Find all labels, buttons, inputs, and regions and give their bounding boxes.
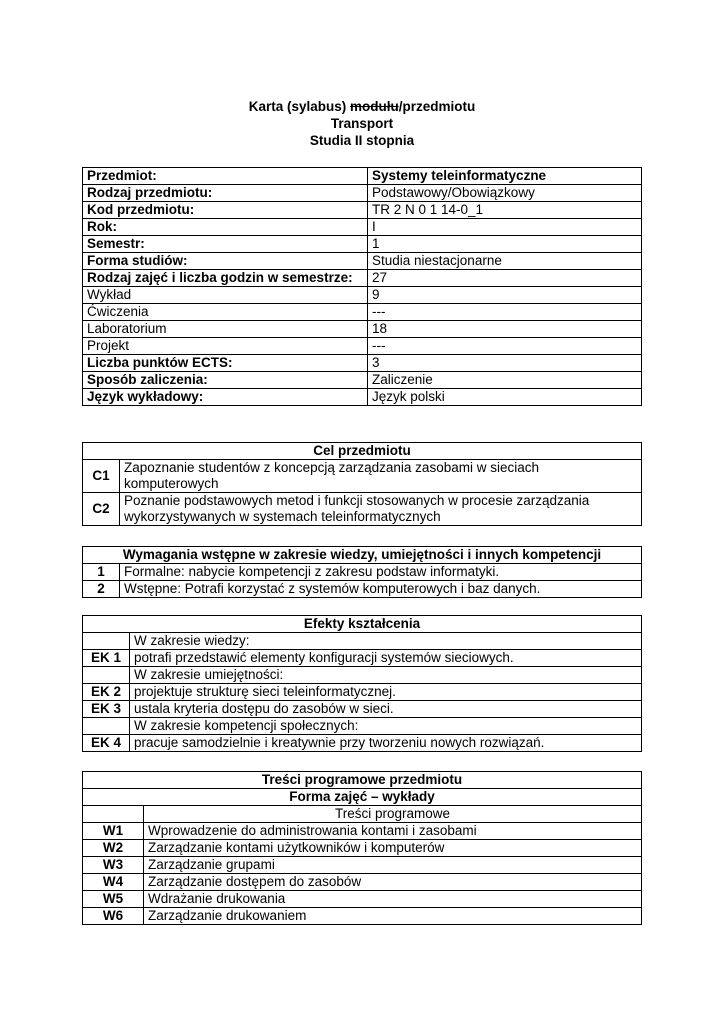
info-row	[83, 321, 642, 338]
info-value: 27	[368, 270, 642, 287]
content-row-id: W2	[83, 840, 144, 857]
content-empty-cell	[83, 806, 144, 823]
outcome-row-text: W zakresie umiejętności:	[130, 667, 642, 684]
title-strikethrough: modułu	[350, 99, 399, 114]
goal-row-text: Poznanie podstawowych metod i funkcji stosowanych w procesie zarządzania wykorzystywanych w systemach teleinformatycznych	[120, 493, 642, 526]
info-value: Zaliczenie	[368, 372, 642, 389]
program-content-table	[82, 771, 642, 925]
goals-heading: Cel przedmiotu	[83, 443, 642, 460]
outcome-row	[83, 701, 642, 718]
info-row	[83, 219, 642, 236]
content-row-text: Zarządzanie grupami	[144, 857, 642, 874]
content-row-id: W6	[83, 908, 144, 925]
content-subheading: Forma zajęć – wykłady	[83, 789, 642, 806]
title-line-3: Studia II stopnia	[309, 133, 415, 148]
info-row	[83, 372, 642, 389]
outcome-row-text: W zakresie wiedzy:	[130, 633, 642, 650]
outcome-row-id	[83, 667, 130, 684]
requirement-row-text: Formalne: nabycie kompetencji z zakresu podstaw informatyki.	[120, 564, 642, 581]
content-row-text: Wprowadzenie do administrowania kontami i zasobami	[144, 823, 642, 840]
requirement-row-id: 2	[83, 581, 120, 598]
outcome-row	[83, 735, 642, 752]
content-column-header: Treści programowe	[144, 806, 642, 823]
content-row-id: W5	[83, 891, 144, 908]
info-value: 3	[368, 355, 642, 372]
document-title	[0, 98, 724, 149]
content-row-id: W3	[83, 857, 144, 874]
requirement-row-text: Wstępne: Potrafi korzystać z systemów komputerowych i baz danych.	[120, 581, 642, 598]
title-line-2: Transport	[330, 116, 394, 131]
content-row-text: Zarządzanie drukowaniem	[144, 908, 642, 925]
outcome-row	[83, 633, 642, 650]
content-row	[83, 908, 642, 925]
outcome-row-text: potrafi przedstawić elementy konfiguracji systemów sieciowych.	[130, 650, 642, 667]
info-label: Rodzaj zajęć i liczba godzin w semestrze:	[83, 270, 368, 287]
outcome-row-id: EK 2	[83, 684, 130, 701]
learning-outcomes-table	[82, 615, 642, 752]
outcome-row-text: ustala kryteria dostępu do zasobów w sieci.	[130, 701, 642, 718]
info-value: Systemy teleinformatyczne	[368, 168, 642, 185]
info-value: I	[368, 219, 642, 236]
content-row	[83, 874, 642, 891]
info-value: ---	[368, 338, 642, 355]
info-row	[83, 287, 642, 304]
info-label: Semestr:	[83, 236, 368, 253]
outcome-row	[83, 650, 642, 667]
content-row-text: Zarządzanie dostępem do zasobów	[144, 874, 642, 891]
content-row-id: W4	[83, 874, 144, 891]
goal-row-id: C2	[83, 493, 120, 526]
requirement-row	[83, 564, 642, 581]
info-label: Wykład	[83, 287, 368, 304]
title-part-b: /przedmiotu	[398, 99, 476, 114]
info-row	[83, 355, 642, 372]
info-row	[83, 389, 642, 406]
info-label: Rok:	[83, 219, 368, 236]
outcome-row-id	[83, 718, 130, 735]
outcome-row-id: EK 3	[83, 701, 130, 718]
info-row	[83, 202, 642, 219]
info-label: Forma studiów:	[83, 253, 368, 270]
info-label: Sposób zaliczenia:	[83, 372, 368, 389]
info-value: Język polski	[368, 389, 642, 406]
course-info-table	[82, 167, 642, 406]
outcome-row-text: projektuje strukturę sieci teleinformatycznej.	[130, 684, 642, 701]
info-label: Język wykładowy:	[83, 389, 368, 406]
goal-row	[83, 493, 642, 526]
info-label: Laboratorium	[83, 321, 368, 338]
requirement-row	[83, 581, 642, 598]
title-part-a: Karta (sylabus)	[248, 99, 351, 114]
outcome-row-text: W zakresie kompetencji społecznych:	[130, 718, 642, 735]
requirements-heading: Wymagania wstępne w zakresie wiedzy, umiejętności i innych kompetencji	[83, 547, 642, 564]
info-value: Podstawowy/Obowiązkowy	[368, 185, 642, 202]
outcomes-heading: Efekty kształcenia	[83, 616, 642, 633]
outcome-row-id	[83, 633, 130, 650]
info-row	[83, 168, 642, 185]
goal-row-id: C1	[83, 460, 120, 493]
info-value: 1	[368, 236, 642, 253]
content-heading: Treści programowe przedmiotu	[83, 772, 642, 789]
info-label: Liczba punktów ECTS:	[83, 355, 368, 372]
info-value: TR 2 N 0 1 14-0_1	[368, 202, 642, 219]
requirements-table	[82, 546, 642, 598]
outcome-row	[83, 718, 642, 735]
info-value: 9	[368, 287, 642, 304]
content-row	[83, 891, 642, 908]
info-row	[83, 338, 642, 355]
info-value: Studia niestacjonarne	[368, 253, 642, 270]
info-value: ---	[368, 304, 642, 321]
outcome-row	[83, 684, 642, 701]
info-label: Kod przedmiotu:	[83, 202, 368, 219]
outcome-row-id: EK 1	[83, 650, 130, 667]
info-row	[83, 236, 642, 253]
goal-row-text: Zapoznanie studentów z koncepcją zarządzania zasobami w sieciach komputerowych	[120, 460, 642, 493]
info-label: Przedmiot:	[83, 168, 368, 185]
content-row	[83, 857, 642, 874]
content-row-id: W1	[83, 823, 144, 840]
goal-row	[83, 460, 642, 493]
info-row	[83, 253, 642, 270]
content-row-text: Wdrażanie drukowania	[144, 891, 642, 908]
info-row	[83, 270, 642, 287]
outcome-row	[83, 667, 642, 684]
outcome-row-id: EK 4	[83, 735, 130, 752]
title-line-1	[0, 98, 724, 115]
course-goals-table	[82, 442, 642, 526]
info-label: Rodzaj przedmiotu:	[83, 185, 368, 202]
info-value: 18	[368, 321, 642, 338]
outcome-row-text: pracuje samodzielnie i kreatywnie przy tworzeniu nowych rozwiązań.	[130, 735, 642, 752]
content-row	[83, 840, 642, 857]
info-row	[83, 185, 642, 202]
info-label: Projekt	[83, 338, 368, 355]
content-row	[83, 823, 642, 840]
info-label: Ćwiczenia	[83, 304, 368, 321]
info-row	[83, 304, 642, 321]
requirement-row-id: 1	[83, 564, 120, 581]
content-row-text: Zarządzanie kontami użytkowników i komputerów	[144, 840, 642, 857]
